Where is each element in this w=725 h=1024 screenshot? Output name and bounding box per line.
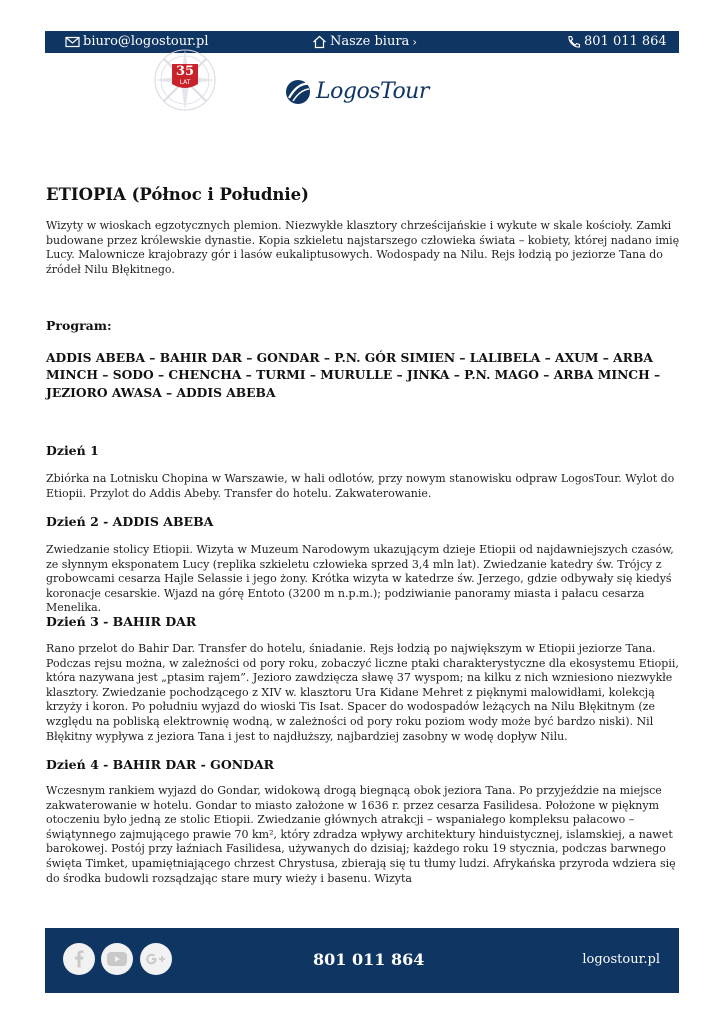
youtube-icon[interactable]: [101, 943, 133, 975]
day-title: Dzień 2 - ADDIS ABEBA: [46, 514, 214, 529]
day-text: Wczesnym rankiem wyjazd do Gondar, widokową drogą biegnącą obok jeziora Tana. Po przyjeździe na miejsce zakwaterowanie w hotelu. Gondar to miasto założone w 1636 r. przez cesarza Fasilidesa. Położone w pięknym otoczeniu było jedną ze stolic Etiopii. Zwiedzanie głównych atrakcji – wspaniałego kompleksu pałacowo – świątynnego zajmującego prawie 70 km², który zdradza wpływy architektury hinduistycznej, islamskiej, a nawet barokowej. Postój przy łaźniach Fasilidesa, używanych do dzisiaj; każdego roku 19 stycznia, podczas barwnego święta Timket, upamiętniającego chrzest Chrystusa, zbierają się tu tłumy ludzi. Afrykańska przyroda wdziera się do środka budowli rozsądzając stare mury wieży i basenu. Wizyta: [46, 784, 676, 885]
day-title: Dzień 4 - BAHIR DAR - GONDAR: [46, 757, 275, 772]
footer-phone[interactable]: 801 011 864: [313, 950, 425, 969]
program-label: Program:: [46, 318, 112, 333]
chevron-right-icon: ›: [412, 34, 418, 49]
badge-number: 35: [175, 64, 195, 79]
envelope-icon: [65, 35, 80, 49]
footer-bar: [45, 928, 679, 993]
offices-text: Nasze biura: [330, 34, 410, 49]
logo-mark-icon: [284, 78, 314, 108]
logo-text: LogosTour: [316, 79, 429, 104]
home-icon: [312, 35, 327, 49]
day-text: Zbiórka na Lotnisku Chopina w Warszawie, w hali odlotów, przy nowym stanowisku odpraw LogosTour. Wylot do Etiopii. Przylot do Addis Abeby. Transfer do hotelu. Zakwaterowanie.: [46, 472, 675, 500]
google-plus-icon[interactable]: [140, 943, 172, 975]
page-title: ETIOPIA (Północ i Południe): [46, 185, 309, 204]
badge-word: LAT: [179, 79, 191, 86]
day-text: Zwiedzanie stolicy Etiopii. Wizyta w Muzeum Narodowym ukazującym dzieje Etiopii od najdawniejszych czasów, ze słynnym eksponatem Lucy (replika szkieletu człowieka sprzed 3,4 mln lat). Zwiedzanie katedry św. Trójcy z grobowcami cesarza Hajle Selassie i jego żony. Krótka wizyta w katedrze św. Jerzego, gdzie odbywały się kiedyś koronacje cesarskie. Wjazd na górę Entoto (3200 m n.p.m.); podziwianie panoramy miasta i pałacu cesarza Menelika.: [46, 543, 674, 615]
phone-icon: [566, 35, 581, 49]
route-text: ADDIS ABEBA – BAHIR DAR – GONDAR – P.N. GÓR SIMIEN – LALIBELA – AXUM – ARBA MINCH – SODO – CHENCHA – TURMI – MURULLE – JINKA – P.N. MAGO – ARBA MINCH – JEZIORO AWASA – ADDIS ABEBA: [46, 350, 661, 400]
top-contact-bar: [45, 31, 679, 53]
phone-link[interactable]: [566, 34, 667, 49]
footer-website-link[interactable]: logostour.pl: [582, 952, 660, 967]
phone-text: 801 011 864: [584, 34, 667, 49]
email-text: biuro@logostour.pl: [83, 34, 209, 49]
day-title: Dzień 1: [46, 443, 99, 458]
email-link[interactable]: [65, 34, 209, 49]
day-title: Dzień 3 - BAHIR DAR: [46, 614, 197, 629]
facebook-icon[interactable]: [63, 943, 95, 975]
day-text: Rano przelot do Bahir Dar. Transfer do hotelu, śniadanie. Rejs łodzią po największym w Etiopii jeziorze Tana. Podczas rejsu można, w zależności od pory roku, zobaczyć liczne ptaki charakterystyczne dla ekosystemu Etiopii, która nazywana jest „ptasim rajem”. Jezioro zawdzięcza sławę 37 wyspom; na kilku z nich wzniesiono niezwykłe klasztory. Zwiedzanie pochodzącego z XIV w. klasztoru Ura Kidane Mehret z pięknymi malowidłami, kolekcją krzyży i koron. Po południu wyjazd do wioski Tis Isat. Spacer do wodospadów leżących na Nilu Błękitnym (ze względu na pobliską elektrownię wodną, w zależności od pory roku poziom wody może być bardzo niski). Nil Błękitny wypływa z jeziora Tana i jest to najdłuższy, najbardziej zasobny w wodę dopływ Nilu.: [46, 642, 679, 743]
intro-text: Wizyty w wioskach egzotycznych plemion. Niezwykłe klasztory chrześcijańskie i wykute w skale kościoły. Zamki budowane przez królewskie dynastie. Kopia szkieletu najstarszego człowieka świata – kobiety, której nadano imię Lucy. Malownicze krajobrazy gór i lasów eukaliptusowych. Wodospady na Nilu. Rejs łodzią po jeziorze Tana do źródeł Nilu Błękitnego.: [46, 219, 680, 276]
offices-link[interactable]: [312, 34, 417, 49]
anniversary-badge: [145, 50, 225, 116]
